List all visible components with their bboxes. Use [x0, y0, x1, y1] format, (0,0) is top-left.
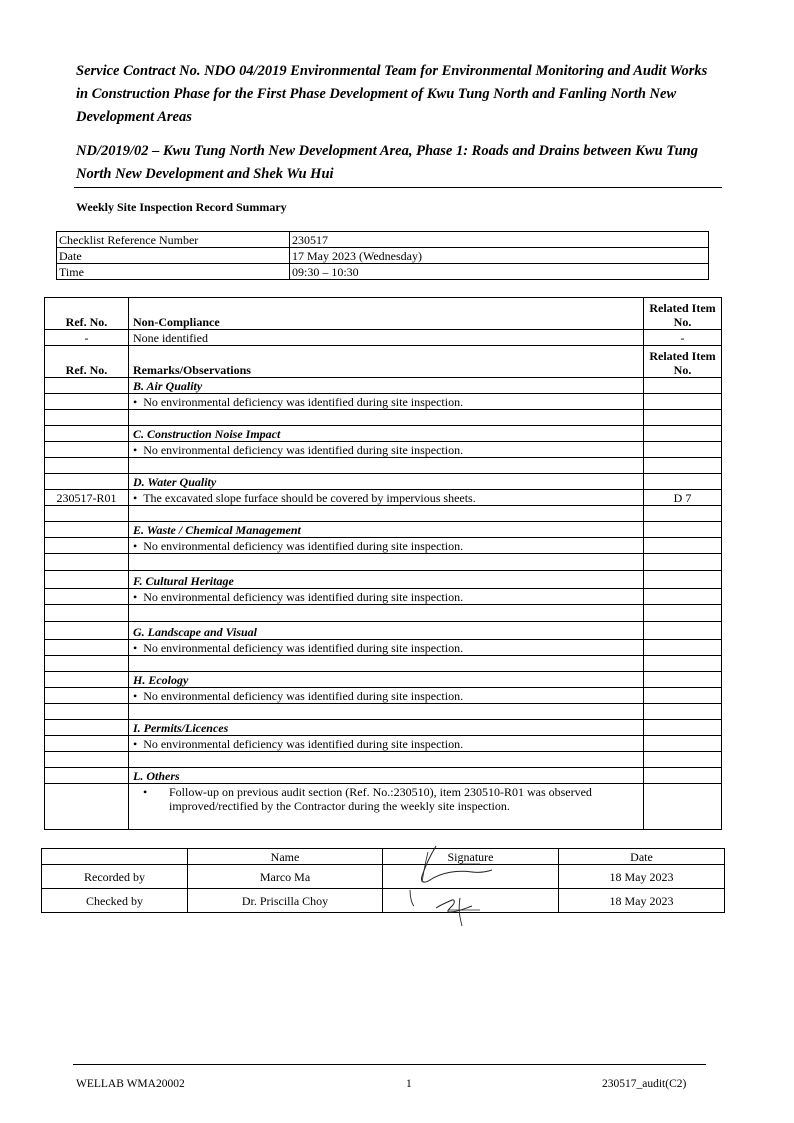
record-summary-heading: Weekly Site Inspection Record Summary	[76, 200, 287, 214]
page-number: 1	[406, 1078, 412, 1090]
signature-cell	[383, 865, 559, 889]
section-heading: E. Waste / Chemical Management	[128, 522, 643, 538]
table-header-row	[45, 298, 722, 330]
title-divider	[74, 187, 722, 188]
table-row	[42, 889, 725, 913]
table-header-row	[42, 849, 725, 865]
info-value: 09:30 – 10:30	[290, 264, 709, 280]
col-related-header: Related Item No.	[643, 298, 721, 330]
col-signature-header: Signature	[383, 849, 559, 865]
related-cell: D 7	[643, 490, 721, 506]
col-name-header: Name	[188, 849, 383, 865]
contract-title: Service Contract No. NDO 04/2019 Environmental Team for Environmental Monitoring and Audit Works in Construction Phase for the First Phase Development of Kwu Tung North and Fanling North New Development Areas	[76, 63, 708, 125]
ref-cell: -	[45, 330, 129, 346]
info-value: 17 May 2023 (Wednesday)	[290, 248, 709, 264]
observation-text: • The excavated slope furface should be covered by impervious sheets.	[128, 490, 643, 506]
section-heading: L. Others	[128, 768, 643, 784]
table-row	[45, 784, 722, 830]
related-cell: -	[643, 330, 721, 346]
section-heading-row	[45, 720, 722, 736]
section-heading: F. Cultural Heritage	[128, 571, 643, 589]
section-heading-row	[45, 474, 722, 490]
observation-text: • No environmental deficiency was identified during site inspection.	[128, 538, 643, 554]
section-heading-row	[45, 571, 722, 589]
observation-text: • No environmental deficiency was identified during site inspection.	[128, 442, 643, 458]
table-row	[45, 490, 722, 506]
ref-cell: 230517-R01	[45, 490, 129, 506]
table-row	[57, 248, 709, 264]
info-label: Date	[57, 248, 290, 264]
name-cell: Dr. Priscilla Choy	[188, 889, 383, 913]
signoff-table	[41, 848, 725, 913]
footer-divider	[73, 1064, 706, 1065]
table-row	[45, 736, 722, 752]
col-remarks-header: Remarks/Observations	[128, 346, 643, 378]
table-row	[45, 394, 722, 410]
blank-row	[45, 410, 722, 426]
section-heading: G. Landscape and Visual	[128, 622, 643, 640]
observation-text: Follow-up on previous audit section (Ref. No.:230510), item 230510-R01 was observed improved/rectified by the Contractor during the weekly site inspection.	[168, 785, 592, 813]
observation-text: • No environmental deficiency was identified during site inspection.	[128, 589, 643, 605]
footer-left: WELLAB WMA20002	[76, 1078, 185, 1090]
observation-text: • No environmental deficiency was identified during site inspection.	[128, 640, 643, 656]
section-heading-row	[45, 672, 722, 688]
blank-row	[45, 506, 722, 522]
blank-row	[45, 605, 722, 622]
section-heading-row	[45, 378, 722, 394]
section-heading-row	[45, 768, 722, 784]
bullet-icon: •	[142, 785, 148, 799]
info-label: Checklist Reference Number	[57, 232, 290, 248]
role-cell: Recorded by	[42, 865, 188, 889]
footer-right: 230517_audit(C2)	[602, 1078, 687, 1090]
col-ref-header: Ref. No.	[45, 298, 129, 330]
table-row	[57, 264, 709, 280]
table-row	[45, 589, 722, 605]
section-heading: C. Construction Noise Impact	[128, 426, 643, 442]
blank-row	[45, 458, 722, 474]
table-row	[45, 442, 722, 458]
name-cell: Marco Ma	[188, 865, 383, 889]
section-heading-row	[45, 622, 722, 640]
table-row	[45, 330, 722, 346]
inspection-table	[44, 297, 722, 830]
table-row	[45, 538, 722, 554]
info-label: Time	[57, 264, 290, 280]
observation-cell	[128, 784, 643, 830]
table-row	[45, 688, 722, 704]
item-cell: None identified	[128, 330, 643, 346]
col-ref-header: Ref. No.	[45, 346, 129, 378]
observation-text: • No environmental deficiency was identified during site inspection.	[128, 394, 643, 410]
project-title: ND/2019/02 – Kwu Tung North New Development Area, Phase 1: Roads and Drains between Kwu Tung North New Development and Shek Wu Hui	[76, 143, 698, 182]
signature-cell	[383, 889, 559, 913]
observation-text: • No environmental deficiency was identified during site inspection.	[128, 736, 643, 752]
section-heading: B. Air Quality	[128, 378, 643, 394]
observation-text: • No environmental deficiency was identified during site inspection.	[128, 688, 643, 704]
role-cell: Checked by	[42, 889, 188, 913]
table-row	[57, 232, 709, 248]
section-heading: D. Water Quality	[128, 474, 643, 490]
section-heading-row	[45, 426, 722, 442]
col-related-header: Related Item No.	[643, 346, 721, 378]
col-date-header: Date	[559, 849, 725, 865]
section-heading: I. Permits/Licences	[128, 720, 643, 736]
date-cell: 18 May 2023	[559, 889, 725, 913]
table-row	[45, 640, 722, 656]
blank-row	[45, 554, 722, 571]
col-noncompliance-header: Non-Compliance	[128, 298, 643, 330]
table-row	[42, 865, 725, 889]
info-value: 230517	[290, 232, 709, 248]
date-cell: 18 May 2023	[559, 865, 725, 889]
section-heading-row	[45, 522, 722, 538]
blank-row	[45, 704, 722, 720]
section-heading: H. Ecology	[128, 672, 643, 688]
table-header-row	[45, 346, 722, 378]
blank-row	[45, 656, 722, 672]
checklist-info-table	[56, 231, 709, 280]
blank-row	[45, 752, 722, 768]
